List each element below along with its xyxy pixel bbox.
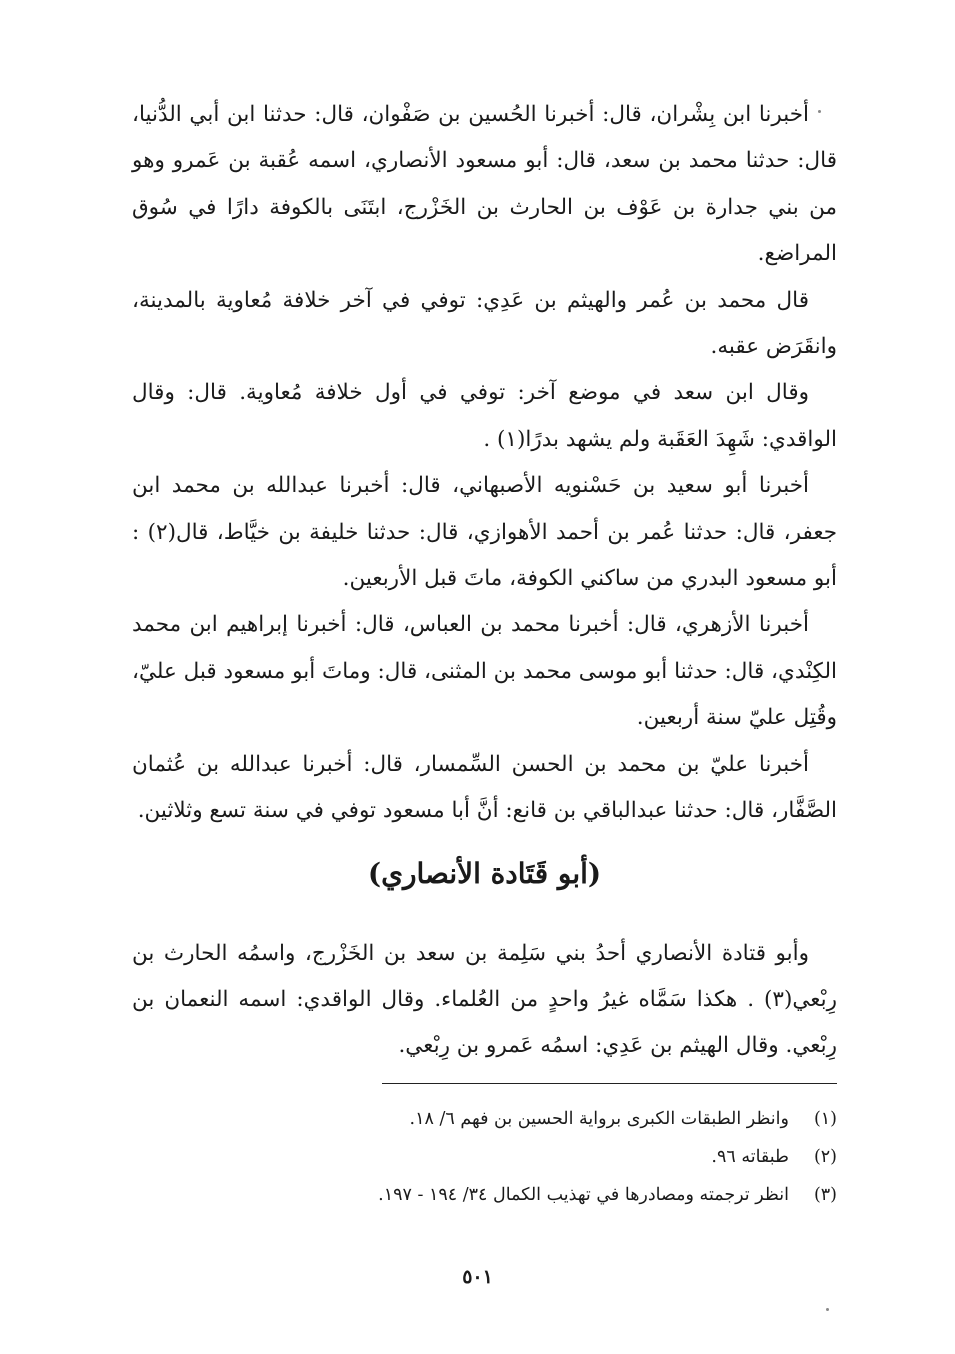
scan-speck [826,1308,829,1311]
scan-speck [818,110,821,113]
footnote-1 [200,1100,837,1138]
footnote-number: (٣) [813,1185,837,1205]
paragraph-1: أخبرنا ابن بِشْران، قال: أخبرنا الحُسين بن صَفْوان، قال: حدثنا ابن أبي الدُّنيا، قال: حدثنا محمد بن سعد، قال: أبو مسعود الأنصاري، اسمه عُقبة بن عَمرو وهو من بني جدارة بن عَوْف بن الحارث بن الخَزْرج، ابتَنَى بالكوفة دارًا في سُوق المراضع. [132,102,837,267]
paragraph-2: قال محمد بن عُمر والهيثم بن عَدِي: توفي في آخر خلافة مُعاوية بالمدينة، وانقَرَض عقبه. [132,287,837,360]
main-text [132,92,837,1070]
footnote-number: (١) [813,1109,837,1129]
footnote-2 [200,1138,837,1176]
footnote-text: وانظر الطبقات الكبرى برواية الحسين بن فهم ٦/ ١٨. [409,1109,789,1129]
section-paragraph: وأبو قتادة الأنصاري أحدُ بني سَلِمة بن سعد بن الخَزْرج، واسمُه الحارث بن رِبْعي(٣) . هكذا سَمَّاه غيرُ واحدٍ من العُلماء. وقال الواقدي: اسمه النعمان بن رِبْعي. وقال الهيثم بن عَدِي: اسمُه عَمرو بن رِبْعي. [132,940,837,1059]
paragraph-3: وقال ابن سعد في موضع آخر: توفي في أول خلافة مُعاوية. قال: وقال الواقدي: شَهِدَ العَقَبة ولم يشهد بدرًا(١) . [132,380,837,452]
footnotes [200,1100,837,1214]
footnote-text: طبقاته ٩٦. [711,1147,789,1167]
page-number: ٥٠١ [462,1266,493,1288]
section-heading: (أبو قَتَادة الأنصاري) [367,856,602,890]
paragraph-6: أخبرنا عليّ بن محمد بن الحسن السِّمسار، قال: أخبرنا عبدالله بن عُثمان الصَّفَّار، قال: حدثنا عبدالباقي بن قانع: أنَّ أبا مسعود توفي في سنة تسع وثلاثين. [132,751,837,824]
footnote-number: (٢) [813,1147,837,1167]
footnote-3 [200,1176,837,1214]
paragraph-5: أخبرنا الأزهري، قال: أخبرنا محمد بن العباس، قال: أخبرنا إبراهيم ابن محمد الكِنْدي، قال: حدثنا أبو موسى محمد بن المثنى، قال: وماتَ أبو مسعود قبل عليّ، وقُتِل عليّ سنة أربعين. [132,612,837,731]
paragraph-4: أخبرنا أبو سعيد بن حَسْنويه الأصبهاني، قال: أخبرنا عبدالله بن محمد ابن جعفر، قال: حدثنا عُمر بن أحمد الأهوازي، قال: حدثنا خليفة بن خيَّاط، قال(٢) : أبو مسعود البدري من ساكني الكوفة، ماتَ قبل الأربعين. [132,473,837,592]
footnote-text: انظر ترجمته ومصادرها في تهذيب الكمال ٣٤/ ١٩٤ - ١٩٧. [378,1185,789,1205]
footnote-divider [382,1083,837,1084]
